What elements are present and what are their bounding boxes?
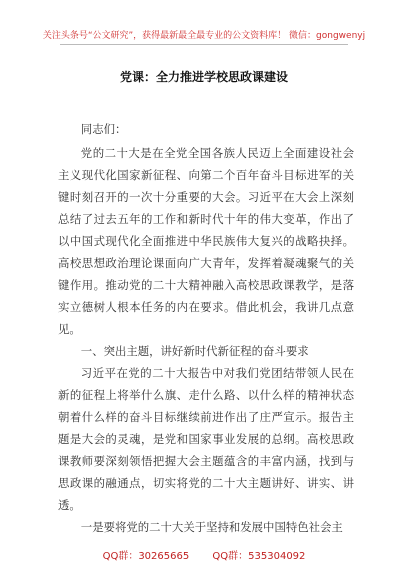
paragraph-section-1: 习近平在党的二十大报告中对我们党团结带领人民在新的征程上将举什么旗、走什么路、以什么样的精神状态朝着什么样的奋斗目标继续前进作出了庄严宣示。报告主题是大会的灵魂，是党和国家事业发展的总纲。高校思政课教师要深刻领悟把握大会主题蕴含的丰富内涵，找到与思政课的融通点，切实将党的二十大主题讲好、讲实、讲透。: [58, 366, 354, 512]
document-title: 党课：全力推进学校思政课建设: [119, 70, 288, 84]
document-body: [58, 118, 354, 538]
header-promo-note: 关注头条号“公文研究”，获得最新最全最专业的公文资料库！ 微信：gongwenyj: [42, 31, 366, 41]
header-divider: [60, 44, 348, 45]
section-heading-1: 一、突出主题，讲好新时代新征程的奋斗要求: [80, 344, 309, 358]
salutation: 同志们：: [80, 122, 127, 136]
footer-qq-group-1: QQ群：30265665: [102, 551, 190, 562]
footer-qq-groups: [0, 547, 408, 562]
footer-qq-group-2: QQ群：535304092: [212, 551, 306, 562]
paragraph-point-1: 一是要将党的二十大关于坚持和发展中国特色社会主: [80, 520, 343, 534]
paragraph-intro: 党的二十大是在全党全国各族人民迈上全面建设社会主义现代化国家新征程、向第二个百年奋斗目标进军的关键时刻召开的一次十分重要的大会。习近平在大会上深刻总结了过去五年的工作和新时代十年的伟大变革，作出了以中国式现代化全面推进中华民族伟大复兴的战略抉择。高校思想政治理论课面向广大青年，发挥着凝魂聚气的关键作用。推动党的二十大精神融入高校思政课教学，是落实立德树人根本任务的内在要求。借此机会，我讲几点意见。: [58, 146, 354, 336]
